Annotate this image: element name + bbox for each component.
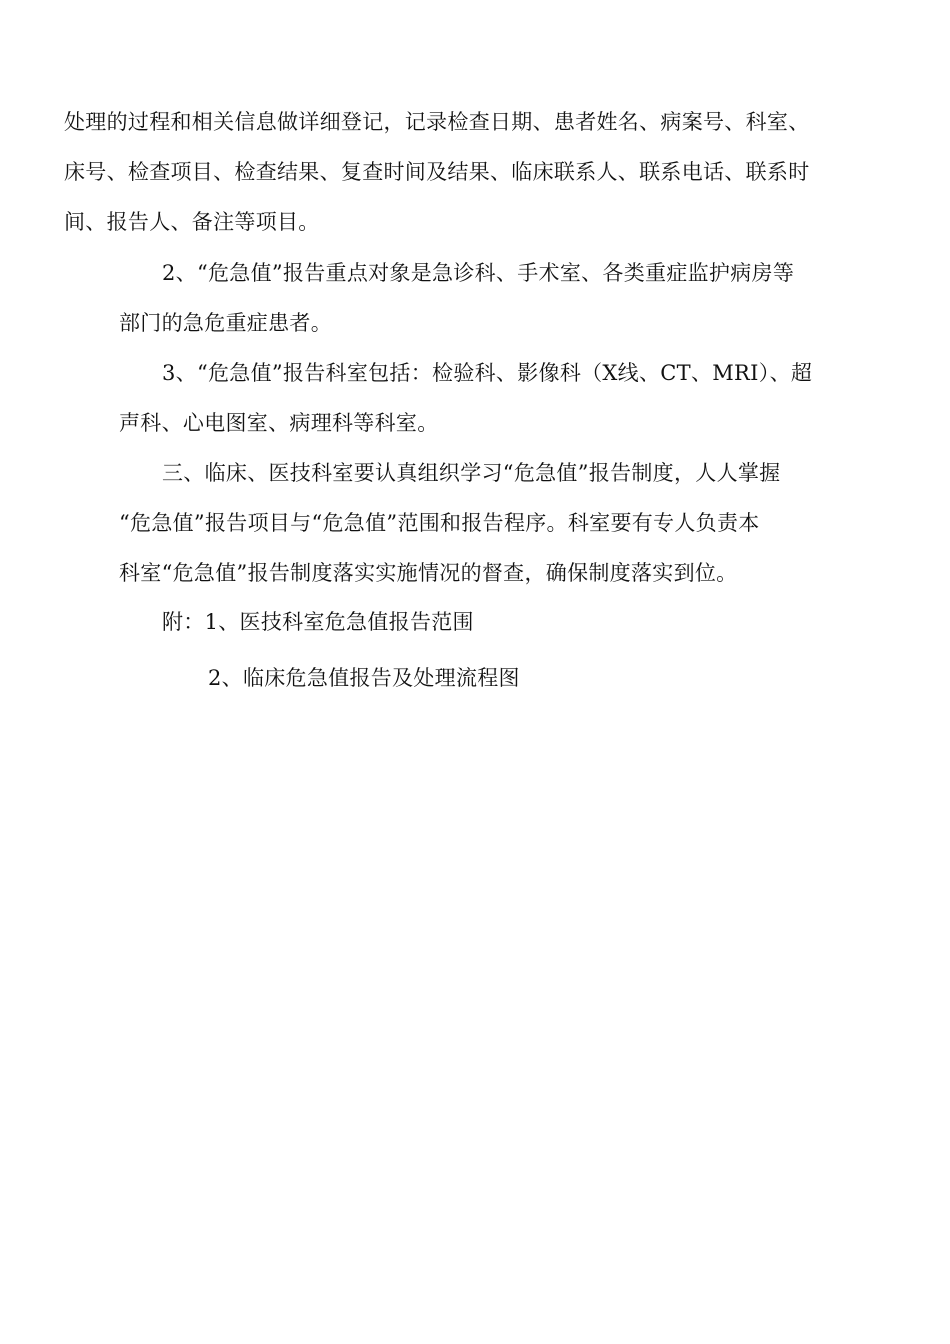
- paragraph-1-line-2: 床号、检查项目、检查结果、复查时间及结果、临床联系人、联系电话、联系时: [64, 160, 810, 184]
- paragraph-2-line-2: 部门的急危重症患者。: [119, 311, 332, 335]
- paragraph-1-line-3: 间、报告人、备注等项目。: [64, 210, 320, 234]
- attachment-item-1: 附：1、医技科室危急值报告范围: [162, 610, 474, 634]
- paragraph-3-line-1: 3、“危急值”报告科室包括：检验科、影像科（X线、CT、MRI）、超: [162, 361, 813, 385]
- paragraph-2-line-1: 2、“危急值”报告重点对象是急诊科、手术室、各类重症监护病房等: [162, 261, 795, 285]
- paragraph-4-line-2: “危急值”报告项目与“危急值”范围和报告程序。科室要有专人负责本: [119, 511, 760, 535]
- paragraph-4-line-1: 三、临床、医技科室要认真组织学习“危急值”报告制度，人人掌握: [162, 461, 781, 485]
- paragraph-3-line-2: 声科、心电图室、病理科等科室。: [119, 411, 439, 435]
- attachment-item-2: 2、临床危急值报告及处理流程图: [208, 666, 520, 690]
- paragraph-1-line-1: 处理的过程和相关信息做详细登记，记录检查日期、患者姓名、病案号、科室、: [64, 110, 810, 134]
- paragraph-4-line-3: 科室“危急值”报告制度落实实施情况的督查，确保制度落实到位。: [119, 561, 738, 585]
